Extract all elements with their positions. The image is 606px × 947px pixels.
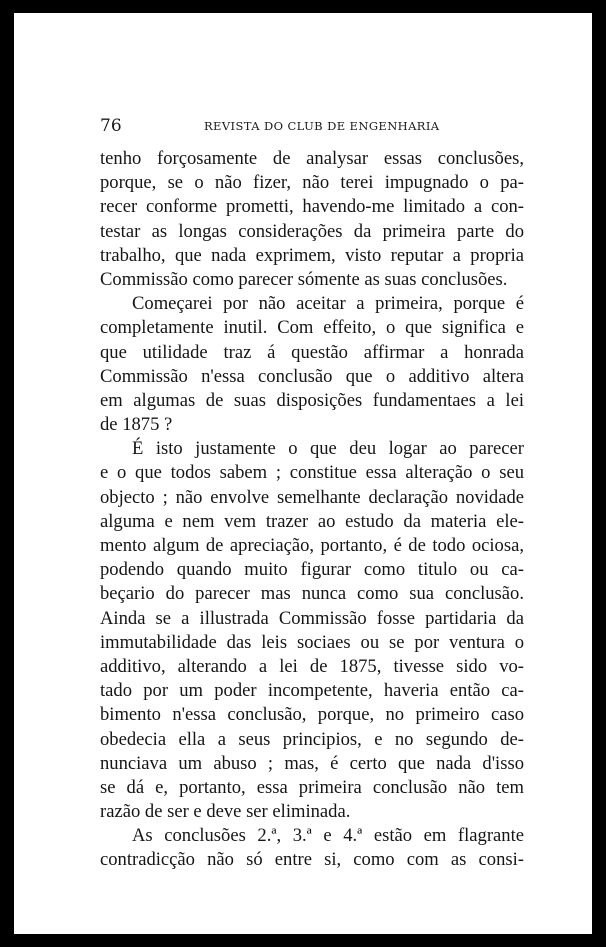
text-line: completamente inutil. Com effeito, o que significa e — [100, 317, 524, 339]
text-line: tenho forçosamente de analysar essas conclusões, — [100, 148, 524, 169]
text-line: immutabilidade das leis sociaes ou se por ventura o — [100, 631, 524, 653]
text-line: obedecia ella a seus principios, e no segundo de- — [100, 728, 524, 750]
text-line: razão de ser e deve ser eliminada. — [100, 801, 351, 823]
text-line: contradicção não só entre si, como com as consi- — [100, 849, 524, 871]
page-header — [100, 116, 530, 138]
text-line: e o que todos sabem ; constitue essa alteração o seu — [100, 462, 524, 484]
text-line: additivo, alterando a lei de 1875, tivesse sido vo- — [100, 655, 524, 677]
text-line: testar as longas considerações da primeira parte do — [100, 220, 524, 242]
book-page — [14, 13, 592, 934]
text-line: tado por um poder incompetente, haveria então ca- — [100, 680, 524, 702]
text-line: porque, se o não fizer, não terei impugnado o pa- — [100, 172, 524, 194]
text-line: que utilidade traz á questão affirmar a honrada — [100, 341, 524, 363]
text-line: objecto ; não envolve semelhante declaração novidade — [100, 486, 524, 508]
body-text — [100, 147, 524, 873]
text-line: Commissão n'essa conclusão que o additivo altera — [100, 365, 524, 387]
text-line: bimento n'essa conclusão, porque, no primeiro caso — [100, 704, 524, 726]
text-line: mento algum de apreciação, portanto, é de todo ociosa, — [100, 535, 524, 556]
text-line: As conclusões 2.ª, 3.ª e 4.ª estão em flagrante — [132, 825, 524, 847]
text-line: podendo quando muito figurar como titulo ou ca- — [100, 559, 524, 581]
page-number: 76 — [100, 116, 122, 136]
text-line: se dá e, portanto, essa primeira conclusão não tem — [100, 776, 524, 798]
text-line: É isto justamente o que deu logar ao parecer — [132, 438, 524, 460]
text-line: trabalho, que nada exprimem, visto reputar a propria — [100, 244, 524, 266]
text-line: recer conforme prometti, havendo-me limitado a con- — [100, 196, 524, 218]
text-line: nunciava um abuso ; mas, é certo que nada d'isso — [100, 752, 524, 774]
text-line: Começarei por não aceitar a primeira, porque é — [132, 293, 524, 315]
running-title: REVISTA DO CLUB DE ENGENHARIA — [204, 119, 440, 133]
text-line: beçario do parecer mas nunca como sua conclusão. — [100, 583, 524, 605]
text-line: em algumas de suas disposições fundamentaes a lei — [100, 389, 524, 411]
text-line: Commissão como parecer sómente as suas conclusões. — [100, 268, 508, 290]
text-line: de 1875 ? — [100, 414, 173, 436]
text-line: Ainda se a illustrada Commissão fosse partidaria da — [100, 607, 524, 629]
text-line: alguma e nem vem trazer ao estudo da materia ele- — [100, 510, 524, 532]
